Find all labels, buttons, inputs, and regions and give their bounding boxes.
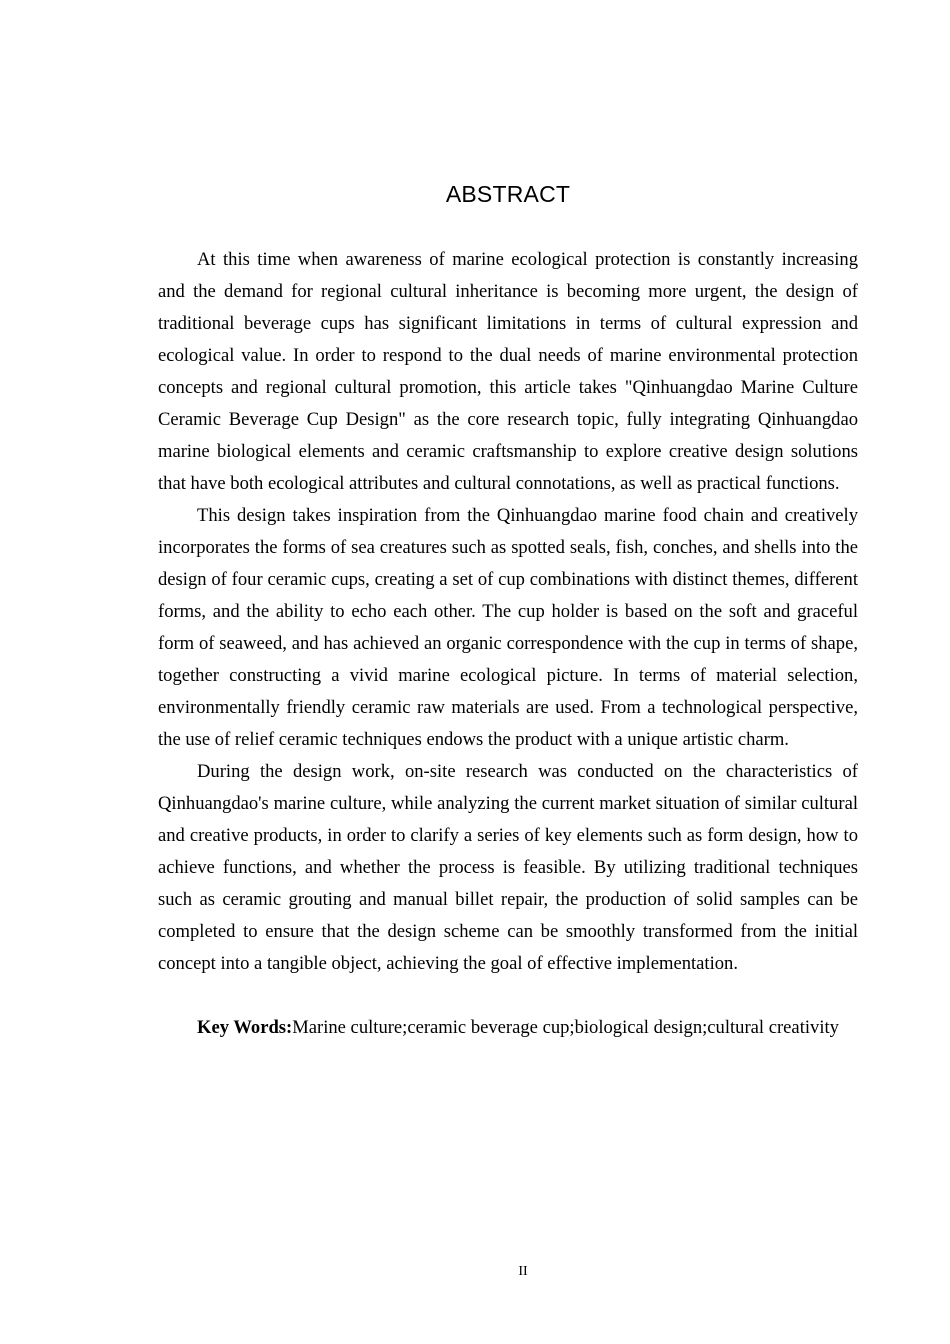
abstract-paragraph-3: During the design work, on-site research was conducted on the characteristics of Qinhuangdao's marine culture, while analyzing the current market situation of similar cultural and creative products, in order to clarify a series of key elements such as form design, how to achieve functions, and whether the process is feasible. By utilizing traditional techniques such as ceramic grouting and manual billet repair, the production of solid samples can be completed to ensure that the design scheme can be smoothly transformed from the initial concept into a tangible object, achieving the goal of effective implementation. bbox=[158, 761, 858, 974]
keywords-line bbox=[158, 1012, 858, 1044]
keywords-list: Marine culture;ceramic beverage cup;biological design;cultural creativity bbox=[292, 1017, 839, 1038]
abstract-paragraph-2: This design takes inspiration from the Qinhuangdao marine food chain and creatively incorporates the forms of sea creatures such as spotted seals, fish, conches, and shells into the design of four ceramic cups, creating a set of cup combinations with distinct themes, different forms, and the ability to echo each other. The cup holder is based on the soft and graceful form of seaweed, and has achieved an organic correspondence with the cup in terms of shape, together constructing a vivid marine ecological picture. In terms of material selection, environmentally friendly ceramic raw materials are used. From a technological perspective, the use of relief ceramic techniques endows the product with a unique artistic charm. bbox=[158, 505, 858, 750]
abstract-body bbox=[158, 244, 858, 1044]
abstract-paragraph-1: At this time when awareness of marine ecological protection is constantly increasing and the demand for regional cultural inheritance is becoming more urgent, the design of traditional beverage cups has significant limitations in terms of cultural expression and ecological value. In order to respond to the dual needs of marine environmental protection concepts and regional cultural promotion, this article takes "Qinhuangdao Marine Culture Ceramic Beverage Cup Design" as the core research topic, fully integrating Qinhuangdao marine biological elements and ceramic craftsmanship to explore creative design solutions that have both ecological attributes and cultural connotations, as well as practical functions. bbox=[158, 249, 858, 494]
keywords-label: Key Words: bbox=[197, 1017, 293, 1038]
page-number: II bbox=[518, 1264, 528, 1279]
abstract-title: ABSTRACT bbox=[445, 181, 571, 207]
